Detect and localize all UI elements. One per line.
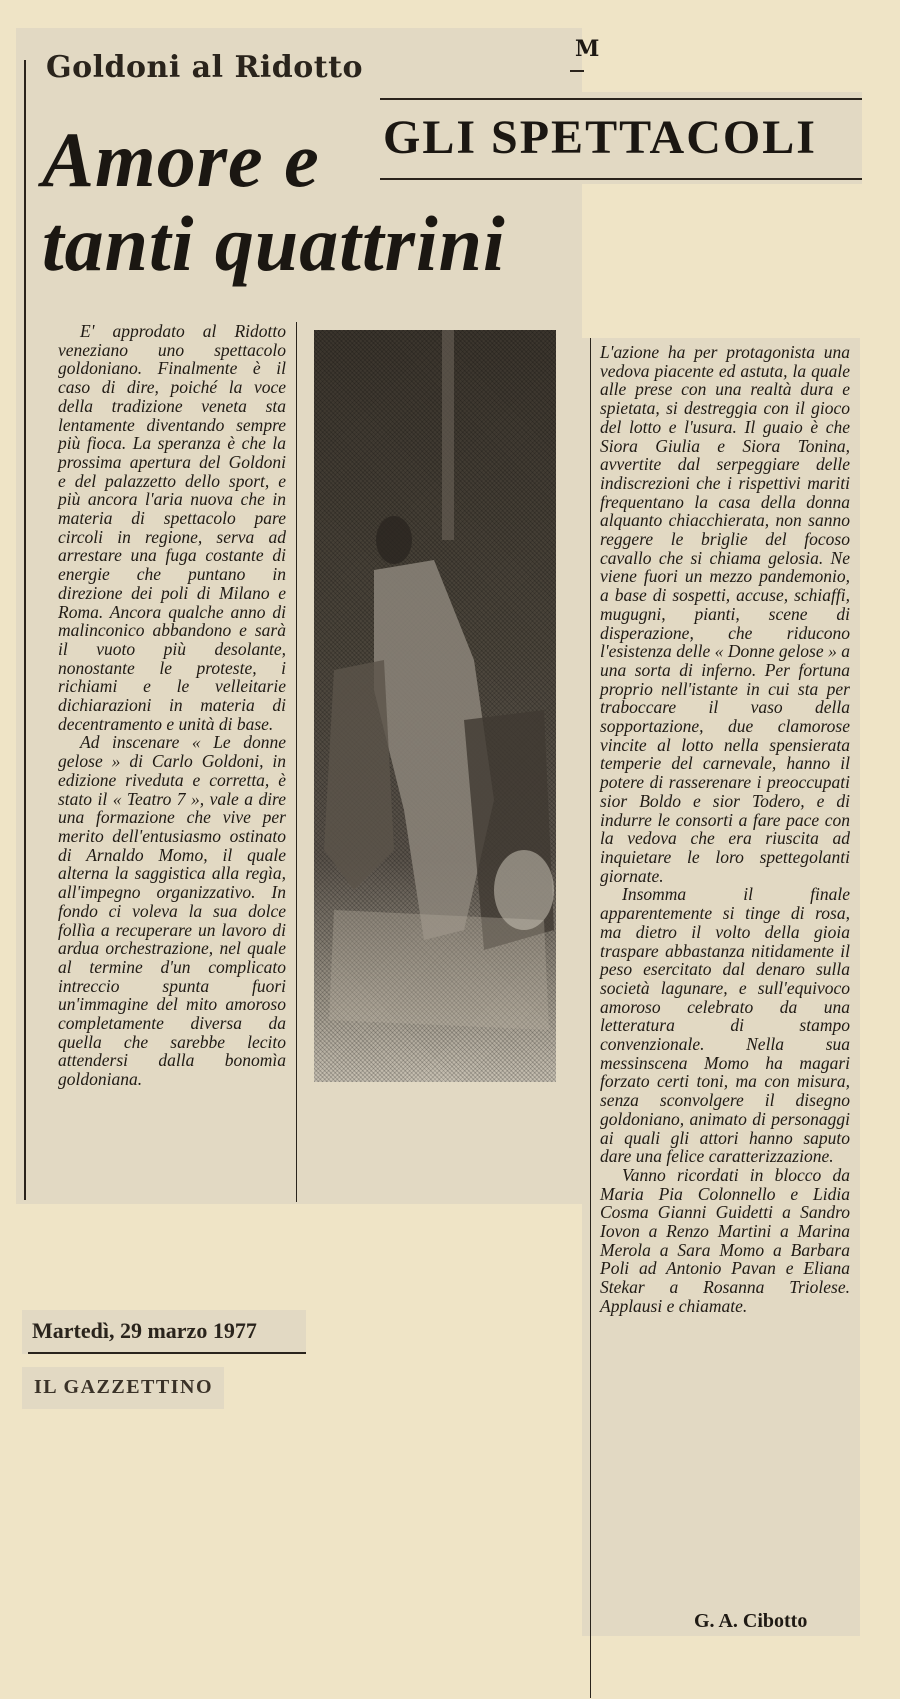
newspaper-name: IL GAZZETTINO	[34, 1376, 214, 1398]
date-rule	[28, 1352, 306, 1354]
article-paragraph: Ad inscenare « Le donne gelose » di Carlo Goldoni, in edizione riveduta e corretta, è stato il « Teatro 7 », vale a dire una formazione che vive per merito dell'entusiasmo ostinato di Arnaldo Momo, il quale alterna la saggistica alla regìa, all'impegno organizzativo. In fondo ci voleva la sua dolce follìa a recuperare un lavoro di ardua orchestrazione, nel quale al termine d'un complicato intreccio spunta fuori un'immagine del mito amoroso completamente diversa da quella che sarebbe lecito attendersi dalla bonomìa goldoniana.	[58, 732, 286, 1090]
article-paragraph: Vanno ricordati in blocco da Maria Pia Colonnello e Lidia Cosma Gianni Guidetti a Sandro Iovon a Renzo Martini a Marina Merola a Sara Momo a Barbara Poli ad Antonio Pavan e Eliana Stekar a Rosanna Triolese. Applausi e chiamate.	[600, 1164, 850, 1316]
article-paragraph: L'azione ha per protagonista una vedova piacente ed astuta, la quale alle prese con una realtà dura e spietata, si destreggia con il gioco del lotto e l'usura. Il guaio è che Siora Giulia e Siora Tonina, avvertite dal serpeggiare delle indiscrezioni che i rispettivi mariti frequentano la casa della donna alquanto chiacchierata, non sanno reggere le briglie del focoso cavallo che si chiama gelosia. Ne viene fuori un mezzo pandemonio, a base di sospetti, accuse, schiaffi, mugugni, pianti, scene di disperazione, che riducono l'esistenza delle « Donne gelose » a una sorta di inferno. Per fortuna proprio nell'istante in cui sta per traboccare il vaso della sopportazione, due clamorose vincite al lotto nella spensierata temperie del carnevale, hanno il potere di rasserenare i preoccupati sior Boldo e sior Todero, e di indurre le consorti a fare pace con la vedova che era riuscita ad inquietare le loro spettegolanti giornate.	[600, 342, 850, 886]
section-rule-top	[380, 98, 862, 100]
corner-letter: M	[575, 36, 600, 62]
headline-line-2: tanti quattrini	[42, 200, 506, 287]
section-title: GLI SPETTACOLI	[383, 111, 817, 164]
byline: G. A. Cibotto	[694, 1610, 808, 1632]
article-column-left	[58, 322, 286, 1089]
article-paragraph: E' approdato al Ridotto veneziano uno spettacolo goldoniano. Finalmente è il caso di dire, poiché la voce della tradizione veneta sta lentamente diventando sempre più fioca. La speranza è che la prossima apertura del Goldoni e del palazzetto dello sport, e più ancora l'aria nuova che in materia di spettacolo pare circoli in regione, serva ad arrestare una fuga costante di energie che puntano in direzione dei poli di Milano e Roma. Ancora qualche anno di malinconico abbandono e sarà il vuoto più desolante, nonostante le proteste, i richiami e le velleitarie dichiarazioni in materia di decentramento e unità di base.	[58, 321, 286, 734]
stage-photo	[314, 330, 556, 1082]
column-rule-left	[24, 60, 26, 1200]
article-column-right	[600, 343, 850, 1316]
article-paragraph: Insomma il finale apparentemente si tinge di rosa, ma dietro il volto della gioia traspare abbastanza nitidamente il peso esercitato dal denaro sulla società lagunare, e sull'equivoco amoroso celebrato da una letteratura di stampo convenzionale. Nella sua messinscena Momo ha magari forzato certi toni, ma con misura, senza sconvolgere il disegno goldoniano, animato di personaggi ai quali gli attori hanno saputo dare una felice caratterizzazione.	[600, 884, 850, 1167]
corner-rule	[570, 70, 584, 72]
publication-date: Martedì, 29 marzo 1977	[32, 1318, 257, 1343]
kicker: Goldoni al Ridotto	[46, 50, 363, 85]
column-rule-right	[590, 338, 591, 1698]
headline	[42, 118, 506, 286]
column-rule-mid	[296, 322, 297, 1202]
headline-line-1: Amore e	[42, 116, 320, 203]
stage-photo-icon	[314, 330, 556, 1082]
